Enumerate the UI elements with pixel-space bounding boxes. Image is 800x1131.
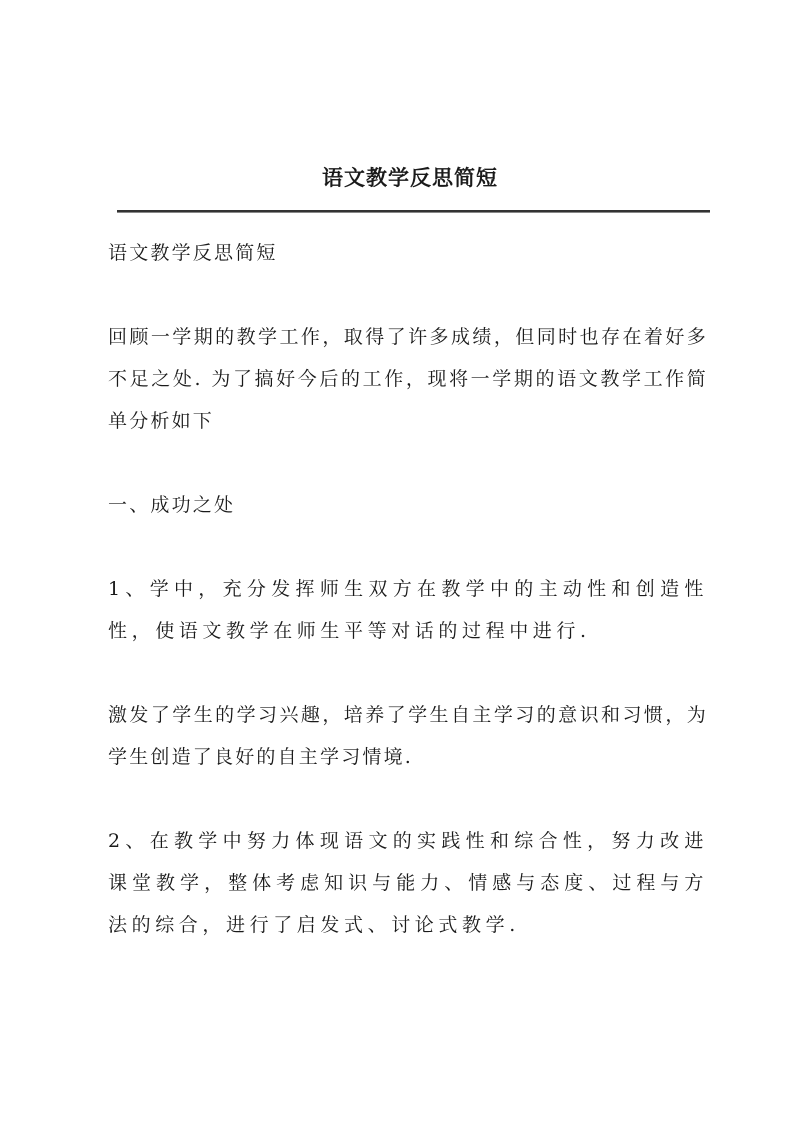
- paragraph-interest: 激发了学生的学习兴趣，培养了学生自主学习的意识和习惯，为学生创造了良好的自主学习情境.: [108, 704, 708, 768]
- paragraph-point-2: 2、在教学中努力体现语文的实践性和综合性，努力改进课堂教学，整体考虑知识与能力、情感与态度、过程与方法的综合，进行了启发式、讨论式教学.: [108, 830, 708, 936]
- paragraph-heading: 语文教学反思简短: [108, 242, 278, 264]
- paragraph-point-1: 1、学中，充分发挥师生双方在教学中的主动性和创造性性，使语文教学在师生平等对话的过程中进行.: [108, 578, 708, 642]
- title-divider: [117, 210, 710, 213]
- document-title: 语文教学反思简短: [322, 165, 498, 190]
- document-body: [108, 232, 708, 988]
- section-heading-success: 一、成功之处: [108, 494, 236, 516]
- paragraph-intro: 回顾一学期的教学工作，取得了许多成绩，但同时也存在着好多不足之处. 为了搞好今后的工作，现将一学期的语文教学工作简单分析如下: [108, 326, 708, 432]
